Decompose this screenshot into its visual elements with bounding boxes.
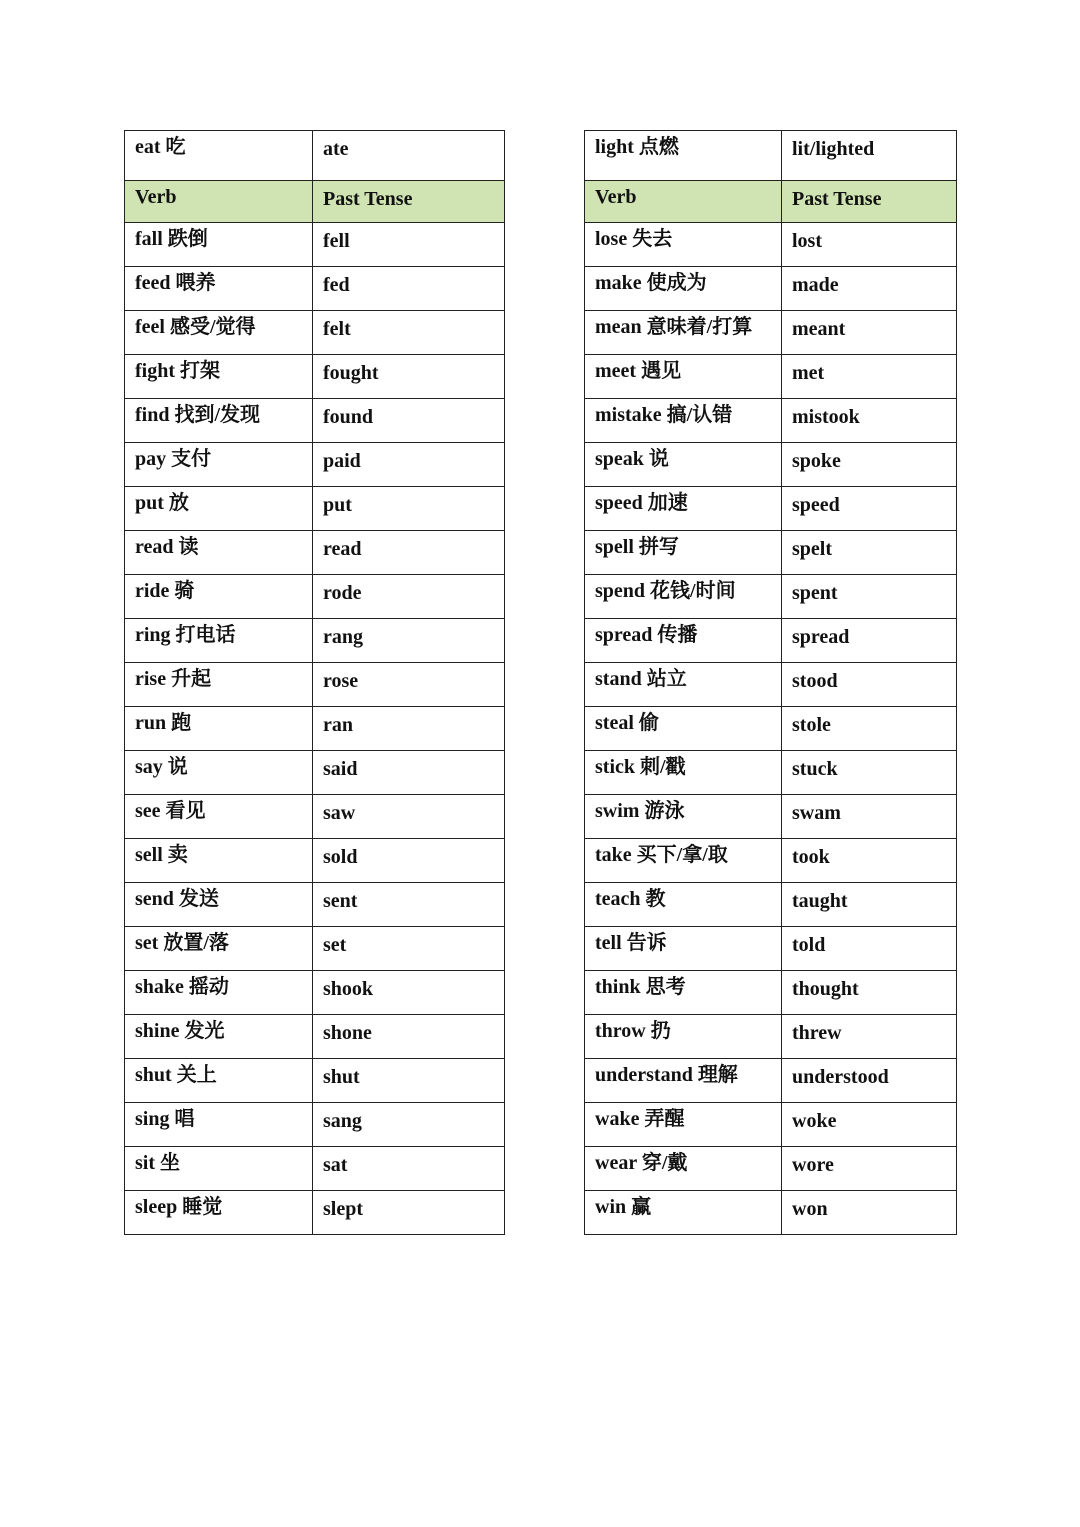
table-row xyxy=(125,971,505,1015)
table-row xyxy=(125,619,505,663)
past-tense-cell: told xyxy=(782,927,957,971)
table-row xyxy=(125,1191,505,1235)
verb-cell: shake 摇动 xyxy=(125,971,313,1015)
verb-cell: win 赢 xyxy=(585,1191,782,1235)
table-row xyxy=(585,1059,957,1103)
past-tense-cell: sent xyxy=(313,883,505,927)
verb-cell: spell 拼写 xyxy=(585,531,782,575)
verb-cell: tell 告诉 xyxy=(585,927,782,971)
table-row xyxy=(125,1015,505,1059)
table-row xyxy=(125,883,505,927)
verb-cell: fight 打架 xyxy=(125,355,313,399)
verb-cell: wake 弄醒 xyxy=(585,1103,782,1147)
verb-cell: sell 卖 xyxy=(125,839,313,883)
verb-cell: send 发送 xyxy=(125,883,313,927)
verb-column-header: Verb xyxy=(585,181,782,223)
table-row xyxy=(585,663,957,707)
verb-cell: meet 遇见 xyxy=(585,355,782,399)
past-tense-cell: sang xyxy=(313,1103,505,1147)
table-row xyxy=(585,223,957,267)
verb-cell: mistake 搞/认错 xyxy=(585,399,782,443)
past-tense-cell: shook xyxy=(313,971,505,1015)
table-row xyxy=(125,795,505,839)
verb-cell: stand 站立 xyxy=(585,663,782,707)
verb-cell: pay 支付 xyxy=(125,443,313,487)
past-tense-cell: lost xyxy=(782,223,957,267)
past-tense-cell: mistook xyxy=(782,399,957,443)
table-row xyxy=(585,1103,957,1147)
past-tense-cell: found xyxy=(313,399,505,443)
table-row xyxy=(125,355,505,399)
past-tense-cell: speed xyxy=(782,487,957,531)
verb-cell: speed 加速 xyxy=(585,487,782,531)
past-tense-cell: taught xyxy=(782,883,957,927)
table-row xyxy=(585,971,957,1015)
verb-table-right xyxy=(584,130,957,1235)
past-tense-cell: woke xyxy=(782,1103,957,1147)
table-header-row xyxy=(125,181,505,223)
past-tense-cell: swam xyxy=(782,795,957,839)
verb-cell: take 买下/拿/取 xyxy=(585,839,782,883)
table-row xyxy=(585,1191,957,1235)
past-tense-column-header: Past Tense xyxy=(782,181,957,223)
table-header-row xyxy=(585,181,957,223)
past-tense-cell: fell xyxy=(313,223,505,267)
verb-cell: lose 失去 xyxy=(585,223,782,267)
table-row xyxy=(585,267,957,311)
past-tense-cell: ate xyxy=(313,131,505,181)
table-row xyxy=(585,1147,957,1191)
past-tense-cell: saw xyxy=(313,795,505,839)
past-tense-cell: set xyxy=(313,927,505,971)
table-row xyxy=(585,795,957,839)
table-top-row xyxy=(585,131,957,181)
past-tense-cell: thought xyxy=(782,971,957,1015)
verb-cell: eat 吃 xyxy=(125,131,313,181)
table-row xyxy=(585,575,957,619)
table-row xyxy=(125,443,505,487)
past-tense-cell: understood xyxy=(782,1059,957,1103)
past-tense-cell: rode xyxy=(313,575,505,619)
table-row xyxy=(125,487,505,531)
verb-cell: set 放置/落 xyxy=(125,927,313,971)
past-tense-cell: felt xyxy=(313,311,505,355)
table-row xyxy=(585,927,957,971)
past-tense-cell: spent xyxy=(782,575,957,619)
table-row xyxy=(125,1059,505,1103)
table-row xyxy=(585,355,957,399)
past-tense-cell: slept xyxy=(313,1191,505,1235)
past-tense-cell: took xyxy=(782,839,957,883)
past-tense-cell: paid xyxy=(313,443,505,487)
verb-cell: spread 传播 xyxy=(585,619,782,663)
table-row xyxy=(125,399,505,443)
table-row xyxy=(585,443,957,487)
table-row xyxy=(125,663,505,707)
past-tense-cell: shut xyxy=(313,1059,505,1103)
verb-cell: speak 说 xyxy=(585,443,782,487)
verb-cell: understand 理解 xyxy=(585,1059,782,1103)
table-row xyxy=(125,575,505,619)
past-tense-cell: lit/lighted xyxy=(782,131,957,181)
verb-cell: see 看见 xyxy=(125,795,313,839)
verb-cell: put 放 xyxy=(125,487,313,531)
past-tense-cell: sold xyxy=(313,839,505,883)
verb-table-left xyxy=(124,130,505,1235)
verb-cell: light 点燃 xyxy=(585,131,782,181)
table-row xyxy=(125,223,505,267)
verb-cell: find 找到/发现 xyxy=(125,399,313,443)
table-row xyxy=(585,399,957,443)
verb-cell: ride 骑 xyxy=(125,575,313,619)
table-row xyxy=(125,927,505,971)
past-tense-cell: wore xyxy=(782,1147,957,1191)
verb-cell: throw 扔 xyxy=(585,1015,782,1059)
table-row xyxy=(585,751,957,795)
table-row xyxy=(585,839,957,883)
past-tense-cell: fought xyxy=(313,355,505,399)
table-top-row xyxy=(125,131,505,181)
verb-cell: rise 升起 xyxy=(125,663,313,707)
past-tense-cell: spread xyxy=(782,619,957,663)
verb-cell: wear 穿/戴 xyxy=(585,1147,782,1191)
verb-cell: sing 唱 xyxy=(125,1103,313,1147)
past-tense-cell: won xyxy=(782,1191,957,1235)
verb-cell: sleep 睡觉 xyxy=(125,1191,313,1235)
past-tense-cell: ran xyxy=(313,707,505,751)
verb-cell: think 思考 xyxy=(585,971,782,1015)
past-tense-cell: stole xyxy=(782,707,957,751)
verb-cell: fall 跌倒 xyxy=(125,223,313,267)
verb-cell: make 使成为 xyxy=(585,267,782,311)
past-tense-cell: meant xyxy=(782,311,957,355)
table-row xyxy=(585,487,957,531)
verb-cell: spend 花钱/时间 xyxy=(585,575,782,619)
verb-cell: stick 刺/戳 xyxy=(585,751,782,795)
past-tense-cell: met xyxy=(782,355,957,399)
table-row xyxy=(585,311,957,355)
table-row xyxy=(585,707,957,751)
past-tense-cell: said xyxy=(313,751,505,795)
verb-cell: feel 感受/觉得 xyxy=(125,311,313,355)
table-row xyxy=(125,311,505,355)
verb-cell: shine 发光 xyxy=(125,1015,313,1059)
past-tense-cell: fed xyxy=(313,267,505,311)
verb-column-header: Verb xyxy=(125,181,313,223)
verb-cell: shut 关上 xyxy=(125,1059,313,1103)
verb-cell: teach 教 xyxy=(585,883,782,927)
table-row xyxy=(585,619,957,663)
verb-cell: ring 打电话 xyxy=(125,619,313,663)
table-row xyxy=(125,1103,505,1147)
past-tense-cell: sat xyxy=(313,1147,505,1191)
past-tense-cell: shone xyxy=(313,1015,505,1059)
past-tense-cell: rose xyxy=(313,663,505,707)
table-row xyxy=(125,1147,505,1191)
verb-cell: steal 偷 xyxy=(585,707,782,751)
past-tense-cell: rang xyxy=(313,619,505,663)
table-row xyxy=(125,751,505,795)
verb-cell: run 跑 xyxy=(125,707,313,751)
past-tense-cell: put xyxy=(313,487,505,531)
verb-cell: swim 游泳 xyxy=(585,795,782,839)
past-tense-cell: stood xyxy=(782,663,957,707)
past-tense-cell: read xyxy=(313,531,505,575)
table-row xyxy=(585,883,957,927)
verb-cell: say 说 xyxy=(125,751,313,795)
table-row xyxy=(585,531,957,575)
table-row xyxy=(125,839,505,883)
table-row xyxy=(125,267,505,311)
past-tense-cell: spelt xyxy=(782,531,957,575)
verb-cell: feed 喂养 xyxy=(125,267,313,311)
table-row xyxy=(125,707,505,751)
past-tense-cell: made xyxy=(782,267,957,311)
past-tense-cell: spoke xyxy=(782,443,957,487)
table-row xyxy=(585,1015,957,1059)
verb-cell: mean 意味着/打算 xyxy=(585,311,782,355)
past-tense-cell: threw xyxy=(782,1015,957,1059)
table-row xyxy=(125,531,505,575)
past-tense-column-header: Past Tense xyxy=(313,181,505,223)
past-tense-cell: stuck xyxy=(782,751,957,795)
verb-cell: read 读 xyxy=(125,531,313,575)
verb-cell: sit 坐 xyxy=(125,1147,313,1191)
